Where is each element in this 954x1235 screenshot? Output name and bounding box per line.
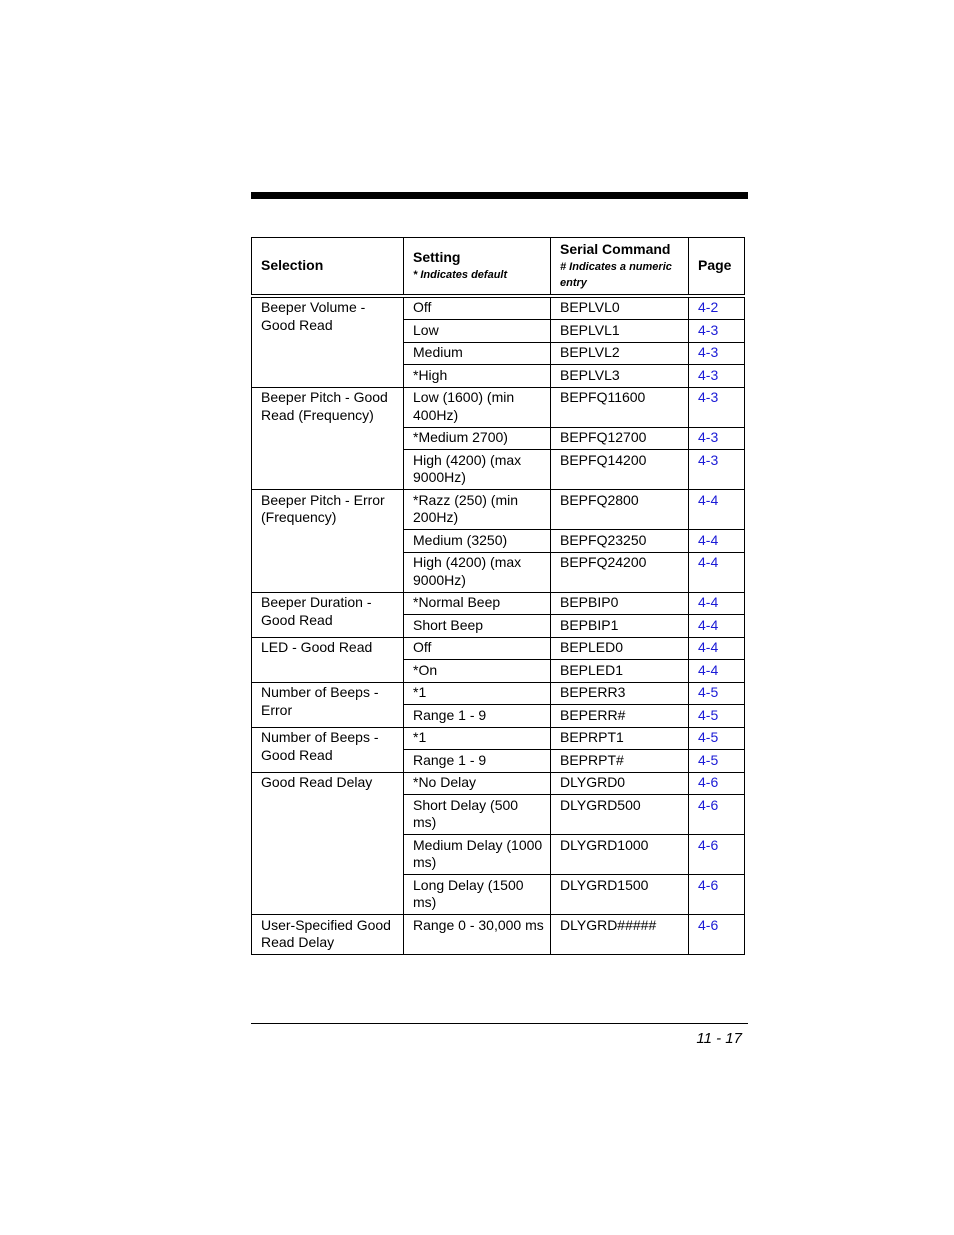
- serial-command-cell: DLYGRD#####: [551, 915, 689, 955]
- page-link[interactable]: 4-6: [698, 774, 719, 790]
- page-link[interactable]: 4-4: [698, 531, 719, 548]
- page-cell: [689, 727, 745, 750]
- page-cell: [689, 552, 745, 592]
- header-serial-note: # Indicates a numeric entry: [560, 260, 672, 289]
- page-cell: [689, 490, 745, 530]
- header-setting-label: Setting: [413, 249, 461, 265]
- serial-command-cell: BEPBIP1: [551, 615, 689, 638]
- page-link[interactable]: 4-4: [698, 639, 719, 655]
- serial-command-cell: BEPERR3: [551, 682, 689, 705]
- page-cell: [689, 450, 745, 490]
- serial-command-cell: BEPFQ24200: [551, 552, 689, 592]
- selection-cell: LED - Good Read: [252, 637, 404, 682]
- page-cell: [689, 296, 745, 320]
- header-setting-note: * Indicates default: [413, 268, 508, 281]
- page-cell: [689, 915, 745, 955]
- setting-cell: *Razz (250) (min 200Hz): [404, 490, 551, 530]
- table-header-row: [252, 238, 745, 296]
- page-cell: [689, 835, 745, 875]
- setting-cell: *Medium 2700): [404, 427, 551, 450]
- page-link[interactable]: 4-2: [698, 299, 719, 315]
- selection-cell: Good Read Delay: [252, 772, 404, 915]
- page-link[interactable]: 4-6: [698, 916, 719, 933]
- serial-command-cell: BEPRPT1: [551, 727, 689, 750]
- page-cell: [689, 365, 745, 388]
- page-link[interactable]: 4-4: [698, 594, 719, 610]
- table-row: [252, 387, 745, 427]
- page-link[interactable]: 4-3: [698, 321, 719, 338]
- serial-command-cell: BEPLVL2: [551, 342, 689, 365]
- setting-cell: Low (1600) (min 400Hz): [404, 387, 551, 427]
- page-cell: [689, 342, 745, 365]
- page-link[interactable]: 4-4: [698, 491, 719, 508]
- page-link[interactable]: 4-5: [698, 751, 719, 768]
- page-cell: [689, 592, 745, 615]
- setting-cell: Short Beep: [404, 615, 551, 638]
- setting-cell: Range 1 - 9: [404, 705, 551, 728]
- serial-command-cell: BEPERR#: [551, 705, 689, 728]
- table-row: [252, 637, 745, 660]
- bottom-rule: [251, 1023, 748, 1024]
- page-cell: [689, 637, 745, 660]
- setting-cell: *No Delay: [404, 772, 551, 795]
- setting-cell: Off: [404, 637, 551, 660]
- serial-command-cell: BEPLED1: [551, 660, 689, 683]
- selection-cell: Number of Beeps - Good Read: [252, 727, 404, 772]
- setting-cell: *Normal Beep: [404, 592, 551, 615]
- serial-command-cell: DLYGRD1500: [551, 875, 689, 915]
- header-serial-command-label: Serial Command: [560, 241, 671, 257]
- setting-cell: Range 0 - 30,000 ms: [404, 915, 551, 955]
- selection-cell: User-Specified Good Read Delay: [252, 915, 404, 955]
- page-cell: [689, 320, 745, 343]
- setting-cell: Short Delay (500 ms): [404, 795, 551, 835]
- page-link[interactable]: 4-6: [698, 836, 719, 853]
- table-row: [252, 490, 745, 530]
- setting-cell: High (4200) (max 9000Hz): [404, 450, 551, 490]
- page-link[interactable]: 4-4: [698, 554, 719, 570]
- page-link[interactable]: 4-3: [698, 366, 719, 383]
- serial-command-cell: BEPLVL0: [551, 296, 689, 320]
- page-link[interactable]: 4-3: [698, 344, 719, 360]
- table-row: [252, 915, 745, 955]
- header-page: Page: [689, 238, 745, 296]
- header-selection: Selection: [252, 238, 404, 296]
- setting-cell: Medium Delay (1000 ms): [404, 835, 551, 875]
- page-link[interactable]: 4-3: [698, 429, 719, 445]
- serial-command-cell: BEPBIP0: [551, 592, 689, 615]
- setting-cell: *1: [404, 682, 551, 705]
- serial-command-cell: DLYGRD500: [551, 795, 689, 835]
- selection-cell: Beeper Pitch - Good Read (Frequency): [252, 387, 404, 490]
- setting-cell: Medium: [404, 342, 551, 365]
- serial-command-cell: BEPFQ12700: [551, 427, 689, 450]
- serial-command-cell: BEPRPT#: [551, 750, 689, 773]
- setting-cell: Medium (3250): [404, 530, 551, 553]
- serial-command-cell: BEPLVL1: [551, 320, 689, 343]
- page-cell: [689, 875, 745, 915]
- serial-command-cell: DLYGRD1000: [551, 835, 689, 875]
- selection-cell: Number of Beeps - Error: [252, 682, 404, 727]
- selection-cell: Beeper Volume - Good Read: [252, 296, 404, 388]
- table-body: [252, 296, 745, 955]
- setting-cell: *On: [404, 660, 551, 683]
- serial-command-cell: BEPLVL3: [551, 365, 689, 388]
- page-cell: [689, 682, 745, 705]
- page-link[interactable]: 4-4: [698, 616, 719, 633]
- page-cell: [689, 660, 745, 683]
- page-link[interactable]: 4-5: [698, 684, 719, 700]
- selection-cell: Beeper Pitch - Error (Frequency): [252, 490, 404, 593]
- table-row: [252, 682, 745, 705]
- table-row: [252, 727, 745, 750]
- page-cell: [689, 427, 745, 450]
- setting-cell: Off: [404, 296, 551, 320]
- serial-command-cell: BEPFQ2800: [551, 490, 689, 530]
- setting-cell: Low: [404, 320, 551, 343]
- page-link[interactable]: 4-5: [698, 706, 719, 723]
- table-row: [252, 296, 745, 320]
- serial-command-cell: BEPFQ14200: [551, 450, 689, 490]
- setting-cell: Range 1 - 9: [404, 750, 551, 773]
- header-setting: [404, 238, 551, 296]
- page-link[interactable]: 4-3: [698, 389, 719, 405]
- page-cell: [689, 772, 745, 795]
- page-link[interactable]: 4-5: [698, 729, 719, 745]
- page-cell: [689, 615, 745, 638]
- selection-cell: Beeper Duration - Good Read: [252, 592, 404, 637]
- page-cell: [689, 530, 745, 553]
- page-cell: [689, 705, 745, 728]
- page-link[interactable]: 4-6: [698, 876, 719, 893]
- serial-command-table: [251, 237, 745, 955]
- header-serial-command: [551, 238, 689, 296]
- table-row: [252, 592, 745, 615]
- page-link[interactable]: 4-4: [698, 661, 719, 678]
- page-cell: [689, 750, 745, 773]
- page-cell: [689, 387, 745, 427]
- serial-command-cell: BEPFQ11600: [551, 387, 689, 427]
- serial-command-cell: BEPLED0: [551, 637, 689, 660]
- top-rule: [251, 192, 748, 199]
- serial-command-cell: BEPFQ23250: [551, 530, 689, 553]
- page-link[interactable]: 4-3: [698, 451, 719, 468]
- page-number: 11 - 17: [696, 1030, 742, 1047]
- setting-cell: *1: [404, 727, 551, 750]
- setting-cell: *High: [404, 365, 551, 388]
- page-cell: [689, 795, 745, 835]
- table-row: [252, 772, 745, 795]
- setting-cell: Long Delay (1500 ms): [404, 875, 551, 915]
- setting-cell: High (4200) (max 9000Hz): [404, 552, 551, 592]
- serial-command-cell: DLYGRD0: [551, 772, 689, 795]
- page-link[interactable]: 4-6: [698, 796, 719, 813]
